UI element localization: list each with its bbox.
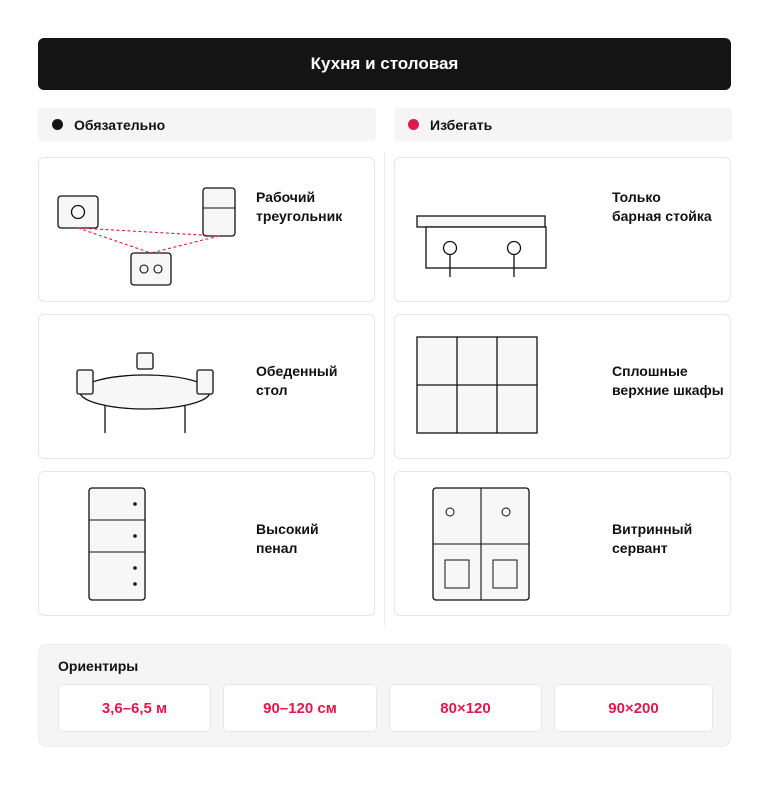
column-label-avoid: Избегать	[430, 116, 493, 133]
required-dot-icon	[52, 119, 63, 130]
card-label: Высокий пенал	[256, 521, 319, 556]
page-title: Кухня и столовая	[310, 54, 459, 73]
card-dining-table	[38, 314, 375, 459]
column-header-required	[38, 108, 376, 141]
card-tall-cabinet	[38, 471, 375, 616]
card-bar-counter	[394, 157, 731, 302]
card-label: Только барная стойка	[612, 189, 712, 224]
card-label: Витринный сервант	[612, 521, 693, 556]
guides-title: Ориентиры	[58, 658, 139, 674]
card-work-triangle	[38, 157, 375, 302]
bar-counter-icon	[395, 158, 732, 303]
column-header-avoid	[394, 108, 732, 141]
avoid-dot-icon	[408, 119, 419, 130]
card-upper-cabinets	[394, 314, 731, 459]
column-label-required: Обязательно	[74, 116, 166, 133]
work-triangle-icon	[39, 158, 376, 303]
guides-panel	[38, 644, 731, 747]
guide-value: 90×200	[554, 684, 713, 732]
guide-value: 80×120	[389, 684, 542, 732]
column-divider	[384, 152, 385, 626]
guide-value: 90–120 см	[223, 684, 377, 732]
page-header	[38, 38, 731, 90]
card-label: Обеденный стол	[256, 363, 338, 398]
card-label: Сплошные верхние шкафы	[612, 363, 724, 398]
guide-value: 3,6–6,5 м	[58, 684, 211, 732]
card-label: Рабочий треугольник	[256, 189, 343, 224]
card-display-cabinet	[394, 471, 731, 616]
